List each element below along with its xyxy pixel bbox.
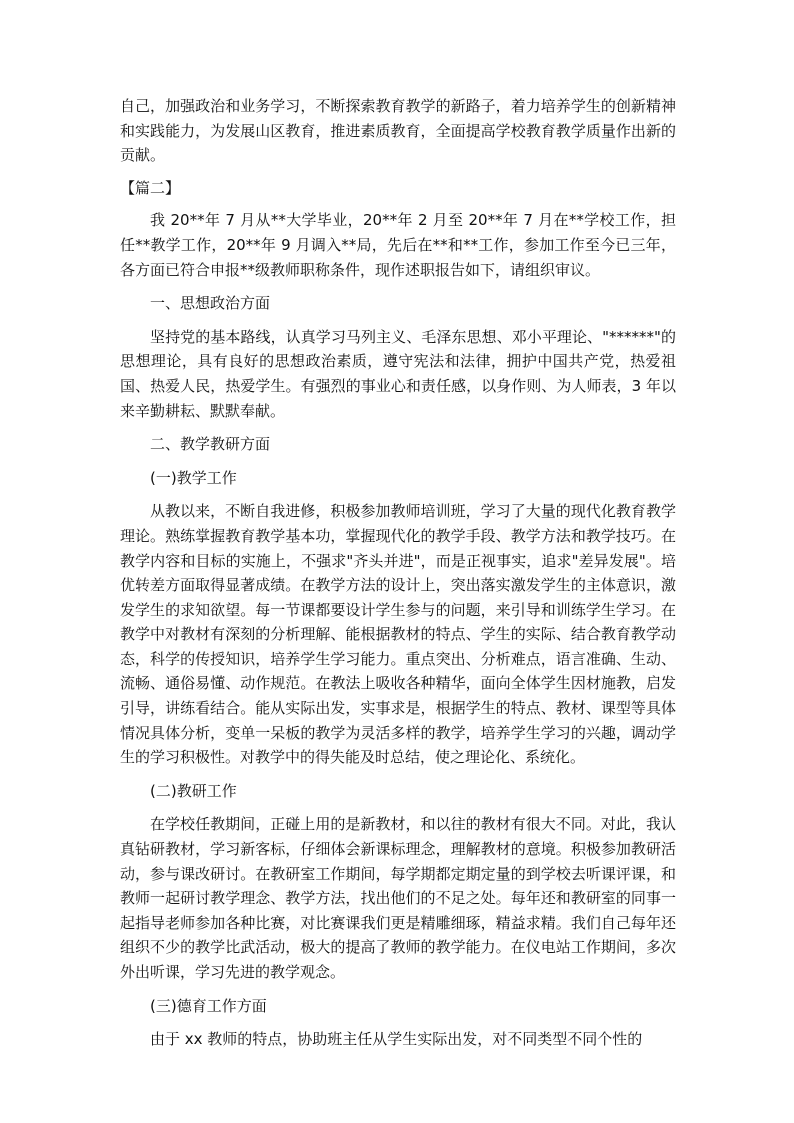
document-page	[120, 94, 676, 1052]
paragraph-moral: 由于 xx 教师的特点，协助班主任从学生实际出发，对不同类型不同个性的	[150, 1030, 643, 1049]
paragraph-political: 坚持党的基本路线，认真学习马列主义、毛泽东思想、邓小平理论、"******"的思想理论，具有良好的思想政治素质，遵守宪法和法律，拥护中国共产党，热爱祖国、热爱人民，热爱学生。有强烈的事业心和责任感，以身作则、为人师表，3 年以来辛勤耕耘、默默奉献。	[120, 327, 676, 420]
paragraph-closing: 自己，加强政治和业务学习，不断探索教育教学的新路子，着力培养学生的创新精神和实践能力，为发展山区教育，推进素质教育，全面提高学校教育教学质量作出新的贡献。	[120, 97, 676, 165]
paragraph-research: 在学校任教期间，正碰上用的是新教材，和以往的教材有很大不同。对此，我认真钻研教材，学习新客标，仔细体会新课标理念，理解教材的意境。积极参加教研活动，参与课改研讨。在教研室工作期间，每学期都定期定量的到学校去听课评课，和教师一起研讨教学理念、教学方法，找出他们的不足之处。每年还和教研室的同事一起指导老师参加各种比赛，对比赛课我们更是精雕细琢，精益求精。我们自己每年还组织不少的教学比武活动，极大的提高了教师的教学能力。在仪电站工作期间，多次外出听课，学习先进的教学观念。	[120, 815, 676, 981]
section-heading-part-two: 【篇二】	[120, 178, 181, 197]
subheading-moral: (三)德育工作方面	[150, 996, 267, 1015]
paragraph-intro: 我 20**年 7 月从**大学毕业，20**年 2 月至 20**年 7 月在**学校工作，担任**教学工作，20**年 9 月调入**局，先后在**和**工作，参加工作至今已三年，各方面已符合申报**级教师职称条件，现作述职报告如下，请组织审议。	[120, 211, 676, 279]
heading-political: 一、思想政治方面	[150, 294, 271, 313]
heading-teaching-research: 二、教学教研方面	[150, 435, 271, 454]
subheading-research: (二)教研工作	[150, 781, 237, 800]
paragraph-teaching: 从教以来，不断自我进修，积极参加教师培训班，学习了大量的现代化教育教学理论。熟练掌握教育教学基本功，掌握现代化的教学手段、教学方法和教学技巧。在教学内容和目标的实施上，不强求"齐头并进"，而是正视事实，追求"差异发展"。培优转差方面取得显著成绩。在教学方法的设计上，突出落实激发学生的主体意识，激发学生的求知欲望。每一节课都要设计学生参与的问题，来引导和训练学生学习。在教学中对教材有深刻的分析理解、能根据教材的特点、学生的实际、结合教育教学动态，科学的传授知识，培养学生学习能力。重点突出、分析难点，语言准确、生动、流畅、通俗易懂、动作规范。在教法上吸收各种精华，面向全体学生因材施教，启发引导，讲练看结合。能从实际出发，实事求是，根据学生的特点、教材、课型等具体情况具体分析，变单一呆板的教学为灵活多样的教学，培养学生学习的兴趣，调动学生的学习积极性。对教学中的得失能及时总结，使之理论化、系统化。	[120, 502, 676, 767]
subheading-teaching: (一)教学工作	[150, 468, 237, 487]
